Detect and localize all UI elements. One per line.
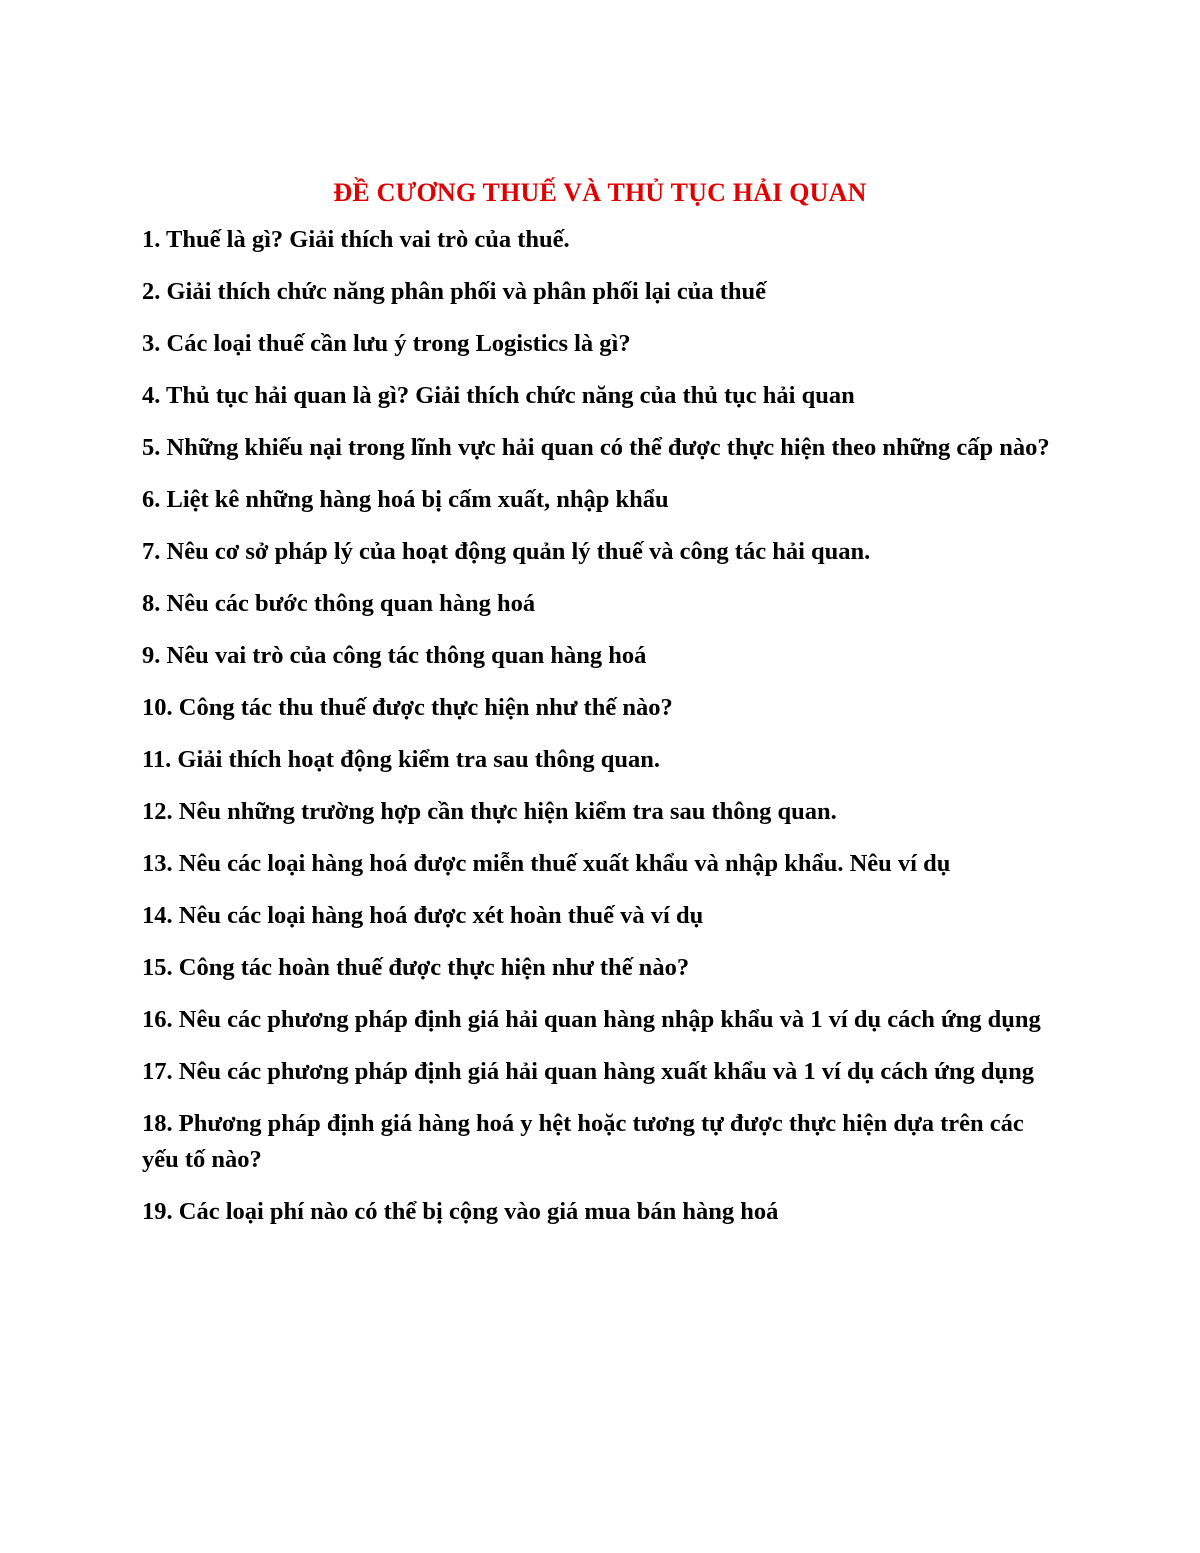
question-item: 4. Thủ tục hải quan là gì? Giải thích chức năng của thủ tục hải quan	[142, 382, 855, 409]
question-list	[142, 222, 1062, 1246]
question-item: 3. Các loại thuế cần lưu ý trong Logistics là gì?	[142, 330, 631, 357]
question-item: 18. Phương pháp định giá hàng hoá y hệt hoặc tương tự được thực hiện dựa trên các yếu tố nào?	[142, 1110, 1024, 1173]
question-item: 12. Nêu những trường hợp cần thực hiện kiểm tra sau thông quan.	[142, 798, 837, 825]
question-item: 9. Nêu vai trò của công tác thông quan hàng hoá	[142, 642, 647, 669]
document-title: ĐỀ CƯƠNG THUẾ VÀ THỦ TỤC HẢI QUAN	[333, 178, 867, 207]
question-item: 19. Các loại phí nào có thể bị cộng vào giá mua bán hàng hoá	[142, 1198, 779, 1225]
question-item: 13. Nêu các loại hàng hoá được miễn thuế xuất khẩu và nhập khẩu. Nêu ví dụ	[142, 850, 951, 877]
question-item: 11. Giải thích hoạt động kiểm tra sau thông quan.	[142, 746, 661, 773]
question-item: 2. Giải thích chức năng phân phối và phân phối lại của thuế	[142, 278, 766, 305]
question-item: 7. Nêu cơ sở pháp lý của hoạt động quản lý thuế và công tác hải quan.	[142, 538, 871, 565]
question-item: 14. Nêu các loại hàng hoá được xét hoàn thuế và ví dụ	[142, 902, 704, 929]
question-item: 10. Công tác thu thuế được thực hiện như thế nào?	[142, 694, 673, 721]
question-item: 16. Nêu các phương pháp định giá hải quan hàng nhập khẩu và 1 ví dụ cách ứng dụng	[142, 1006, 1041, 1033]
question-item: 17. Nêu các phương pháp định giá hải quan hàng xuất khẩu và 1 ví dụ cách ứng dụng	[142, 1058, 1034, 1085]
question-item: 8. Nêu các bước thông quan hàng hoá	[142, 590, 536, 617]
question-item: 5. Những khiếu nại trong lĩnh vực hải quan có thể được thực hiện theo những cấp nào?	[142, 434, 1050, 461]
question-item: 15. Công tác hoàn thuế được thực hiện như thế nào?	[142, 954, 690, 981]
question-item: 1. Thuế là gì? Giải thích vai trò của thuế.	[142, 226, 570, 253]
question-item: 6. Liệt kê những hàng hoá bị cấm xuất, nhập khẩu	[142, 486, 669, 513]
